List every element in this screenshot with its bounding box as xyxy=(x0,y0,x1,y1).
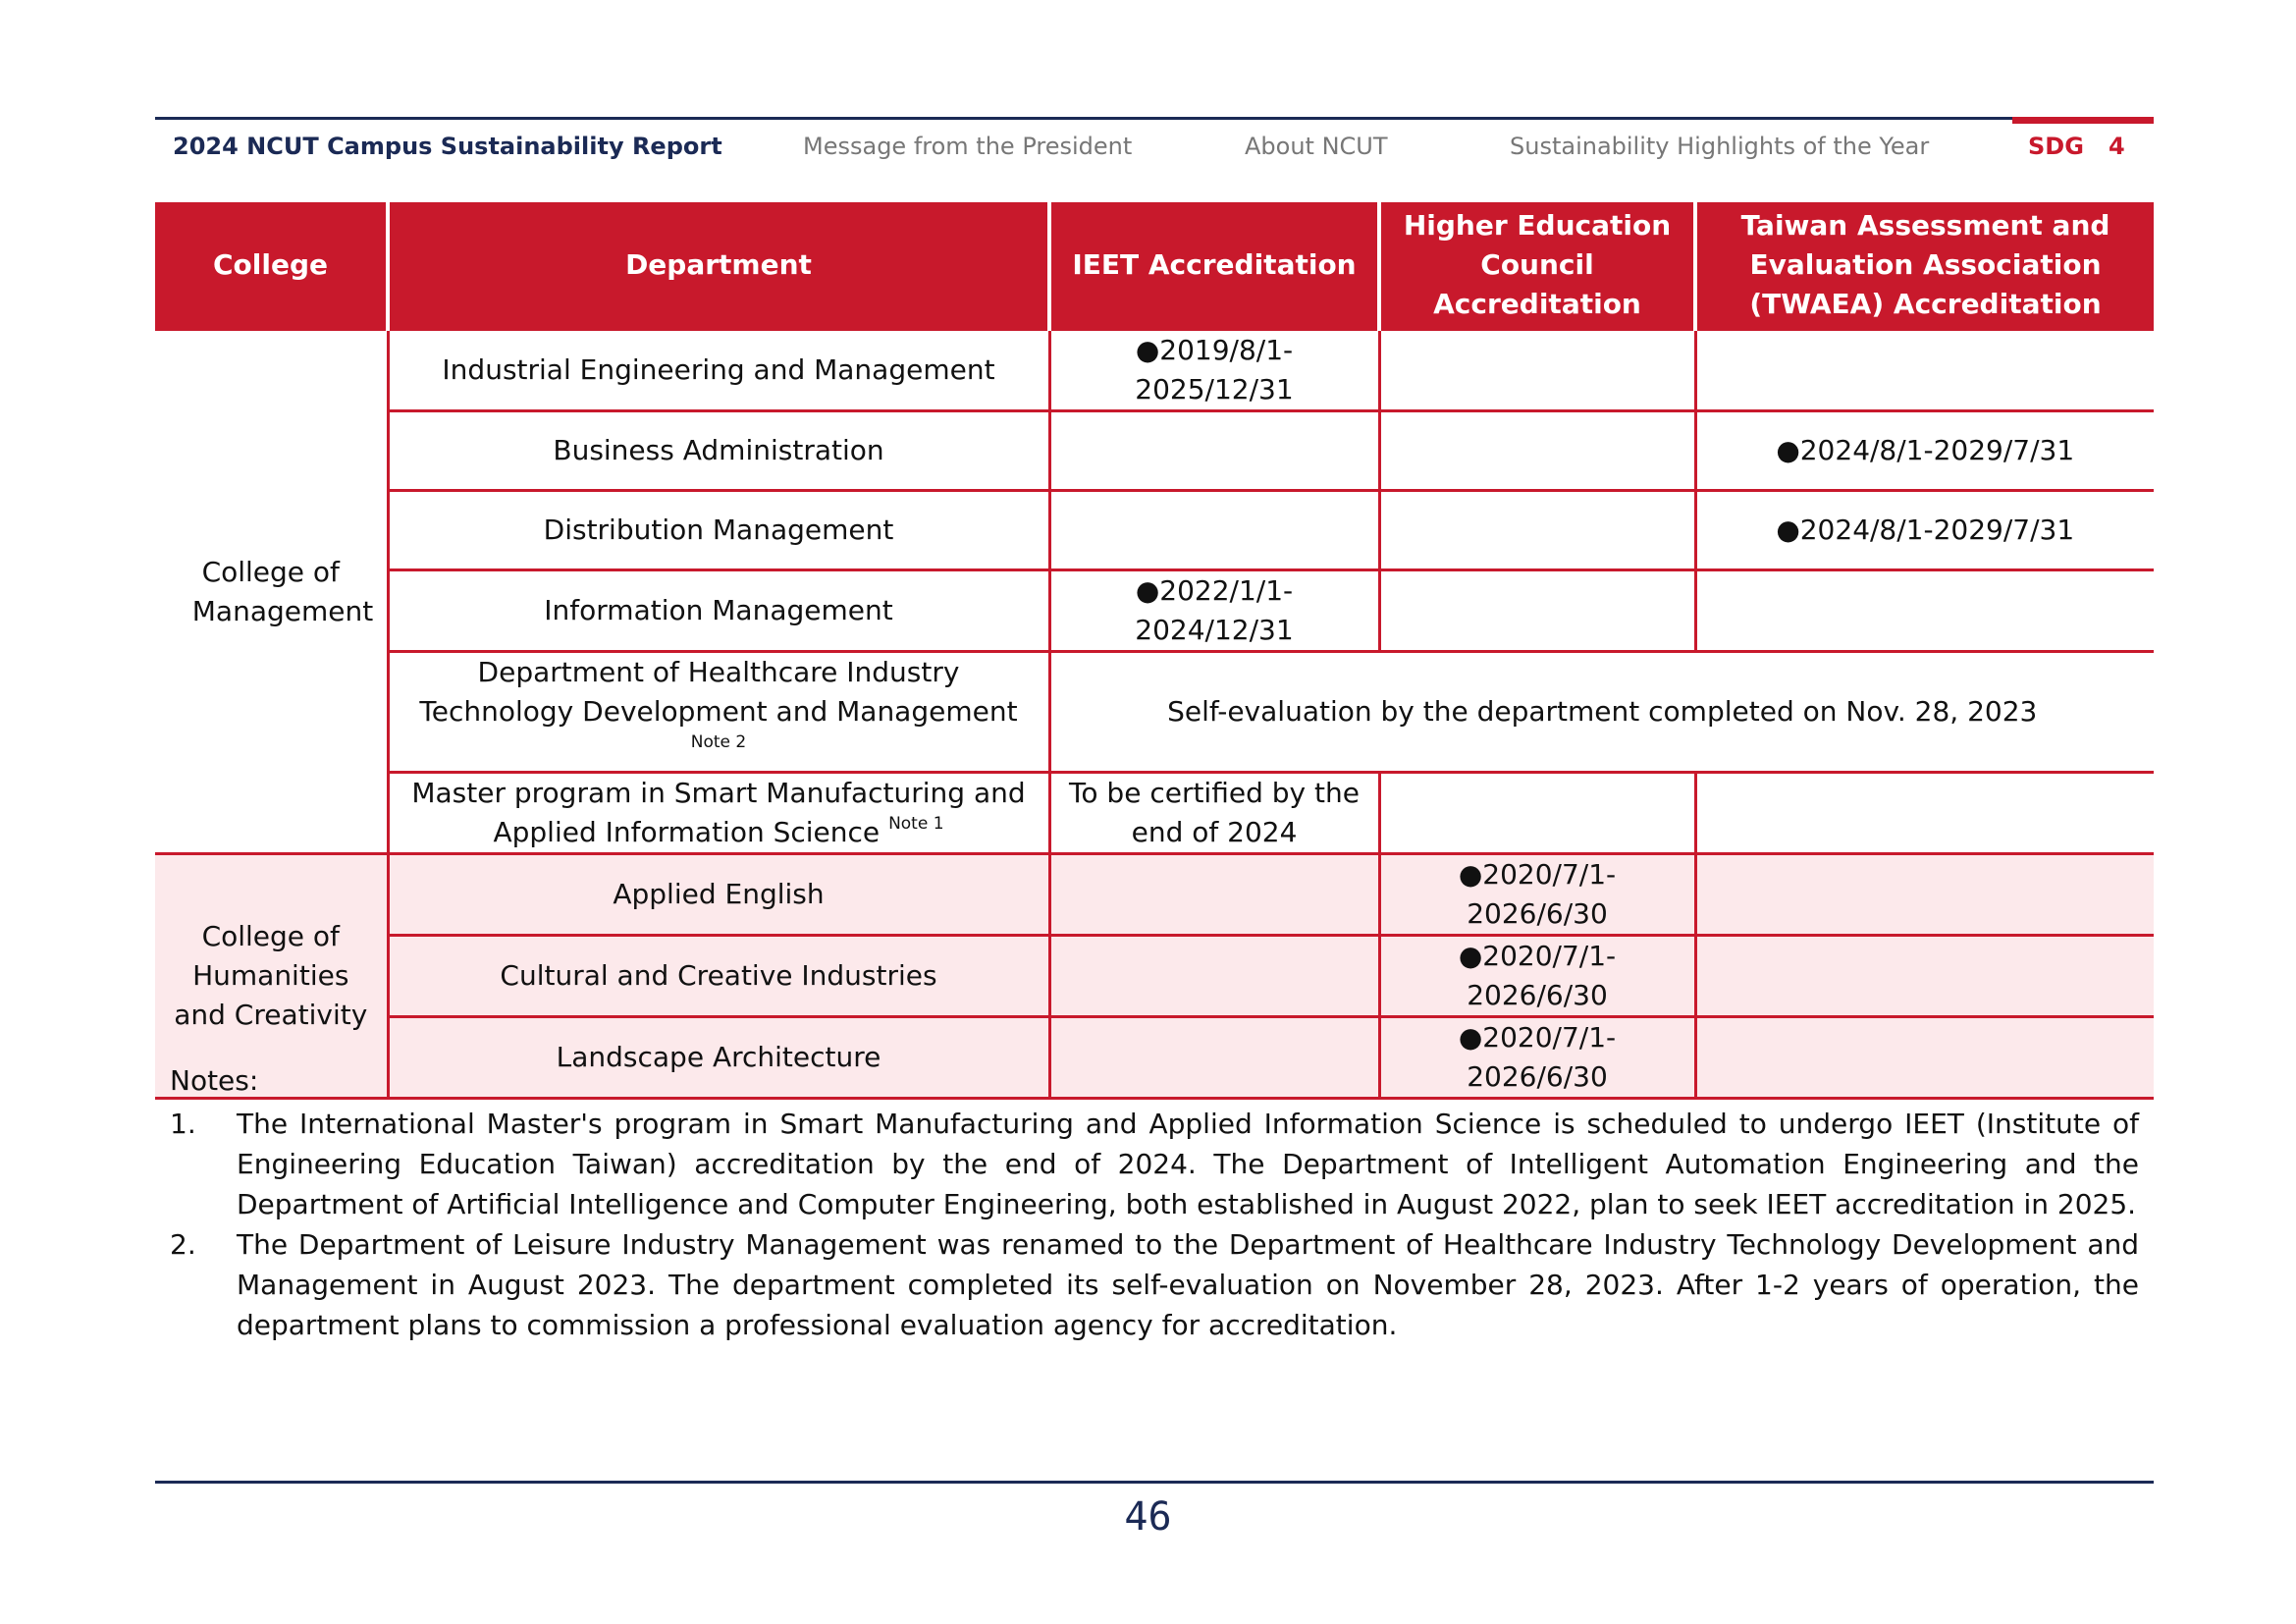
twaea-cell xyxy=(1695,773,2154,854)
twaea-cell xyxy=(1695,854,2154,936)
note-number: 1. xyxy=(170,1108,196,1140)
table-row xyxy=(155,773,2154,854)
table-row xyxy=(155,652,2154,773)
department-cell: Industrial Engineering and Management xyxy=(388,330,1049,411)
ieet-cell: ●2022/1/1-2024/12/31 xyxy=(1049,570,1379,652)
table-row xyxy=(155,936,2154,1017)
notes-title: Notes: xyxy=(170,1064,259,1097)
hec-cell xyxy=(1379,330,1695,411)
department-cell: Information Management xyxy=(388,570,1049,652)
department-cell: Business Administration xyxy=(388,411,1049,491)
department-cell: Applied English xyxy=(388,854,1049,936)
department-cell: Department of Healthcare Industry Technology Development and Management $^{Note 2}$ xyxy=(388,652,1049,773)
twaea-cell xyxy=(1695,330,2154,411)
hec-cell xyxy=(1379,491,1695,570)
table-row xyxy=(155,854,2154,936)
hec-cell: ●2020/7/1-2026/6/30 xyxy=(1379,1017,1695,1099)
sdg-number: 4 xyxy=(2109,133,2125,160)
twaea-cell xyxy=(1695,570,2154,652)
department-cell: Master program in Smart Manufacturing and Applied Information Science $^{Note 1}$ xyxy=(388,773,1049,854)
notes-section xyxy=(170,1060,2139,1345)
table-row xyxy=(155,330,2154,411)
col-header-ieet: IEET Accreditation xyxy=(1049,202,1379,330)
note-item xyxy=(170,1104,2139,1224)
hec-cell xyxy=(1379,411,1695,491)
nav-message-from-president[interactable]: Message from the President xyxy=(803,133,1133,160)
hec-cell xyxy=(1379,570,1695,652)
page-header xyxy=(155,117,2154,169)
hec-cell xyxy=(1379,773,1695,854)
ieet-cell: To be certified by the end of 2024 xyxy=(1049,773,1379,854)
ieet-cell xyxy=(1049,854,1379,936)
college-cell-management: College of Management xyxy=(155,330,388,854)
department-cell: Landscape Architecture xyxy=(388,1017,1049,1099)
report-title: 2024 NCUT Campus Sustainability Report xyxy=(173,133,722,160)
header-accent-bar xyxy=(2012,117,2154,124)
department-cell: Distribution Management xyxy=(388,491,1049,570)
note-number: 2. xyxy=(170,1228,196,1261)
col-header-college: College xyxy=(155,202,388,330)
note-ref[interactable]: Note 2 xyxy=(690,732,747,752)
twaea-cell: ●2024/8/1-2029/7/31 xyxy=(1695,411,2154,491)
nav-about-ncut[interactable]: About NCUT xyxy=(1245,133,1388,160)
ieet-cell: ●2019/8/1-2025/12/31 xyxy=(1049,330,1379,411)
hec-cell: ●2020/7/1-2026/6/30 xyxy=(1379,854,1695,936)
table-row xyxy=(155,411,2154,491)
table-row xyxy=(155,491,2154,570)
note-item xyxy=(170,1224,2139,1345)
department-cell: Cultural and Creative Industries xyxy=(388,936,1049,1017)
ieet-cell xyxy=(1049,936,1379,1017)
college-cell-humanities: College of Humanities and Creativity xyxy=(155,854,388,1099)
footer-divider xyxy=(155,1481,2154,1484)
col-header-hec: Higher Education Council Accreditation xyxy=(1379,202,1695,330)
notes-list xyxy=(170,1104,2139,1345)
twaea-cell xyxy=(1695,936,2154,1017)
ieet-cell xyxy=(1049,491,1379,570)
twaea-cell: ●2024/8/1-2029/7/31 xyxy=(1695,491,2154,570)
note-ref[interactable]: Note 1 xyxy=(888,814,944,834)
col-header-department: Department xyxy=(388,202,1049,330)
accreditation-table xyxy=(155,202,2154,1100)
page-number: 46 xyxy=(1124,1494,1172,1540)
table-row xyxy=(155,570,2154,652)
nav-sustainability-highlights[interactable]: Sustainability Highlights of the Year xyxy=(1510,133,1930,160)
merged-status-cell: Self-evaluation by the department completed on Nov. 28, 2023 xyxy=(1049,652,2154,773)
sdg-label: SDG xyxy=(2028,133,2084,160)
col-header-twaea: Taiwan Assessment and Evaluation Association (TWAEA) Accreditation xyxy=(1695,202,2154,330)
note-text: The International Master's program in Smart Manufacturing and Applied Information Science is scheduled to undergo IEET (Institute of Engineering Education Taiwan) accreditation by the end of 2024. The Department of Intelligent Automation Engineering and the Department of Artificial Intelligence and Computer Engineering, both established in August 2022, plan to seek IEET accreditation in 2025. xyxy=(237,1108,2139,1220)
note-text: The Department of Leisure Industry Management was renamed to the Department of Healthcare Industry Technology Development and Management in August 2023. The department completed its self-evaluation on November 28, 2023. After 1-2 years of operation, the department plans to commission a professional evaluation agency for accreditation. xyxy=(237,1228,2139,1341)
hec-cell: ●2020/7/1-2026/6/30 xyxy=(1379,936,1695,1017)
table-header-row xyxy=(155,202,2154,330)
ieet-cell xyxy=(1049,411,1379,491)
